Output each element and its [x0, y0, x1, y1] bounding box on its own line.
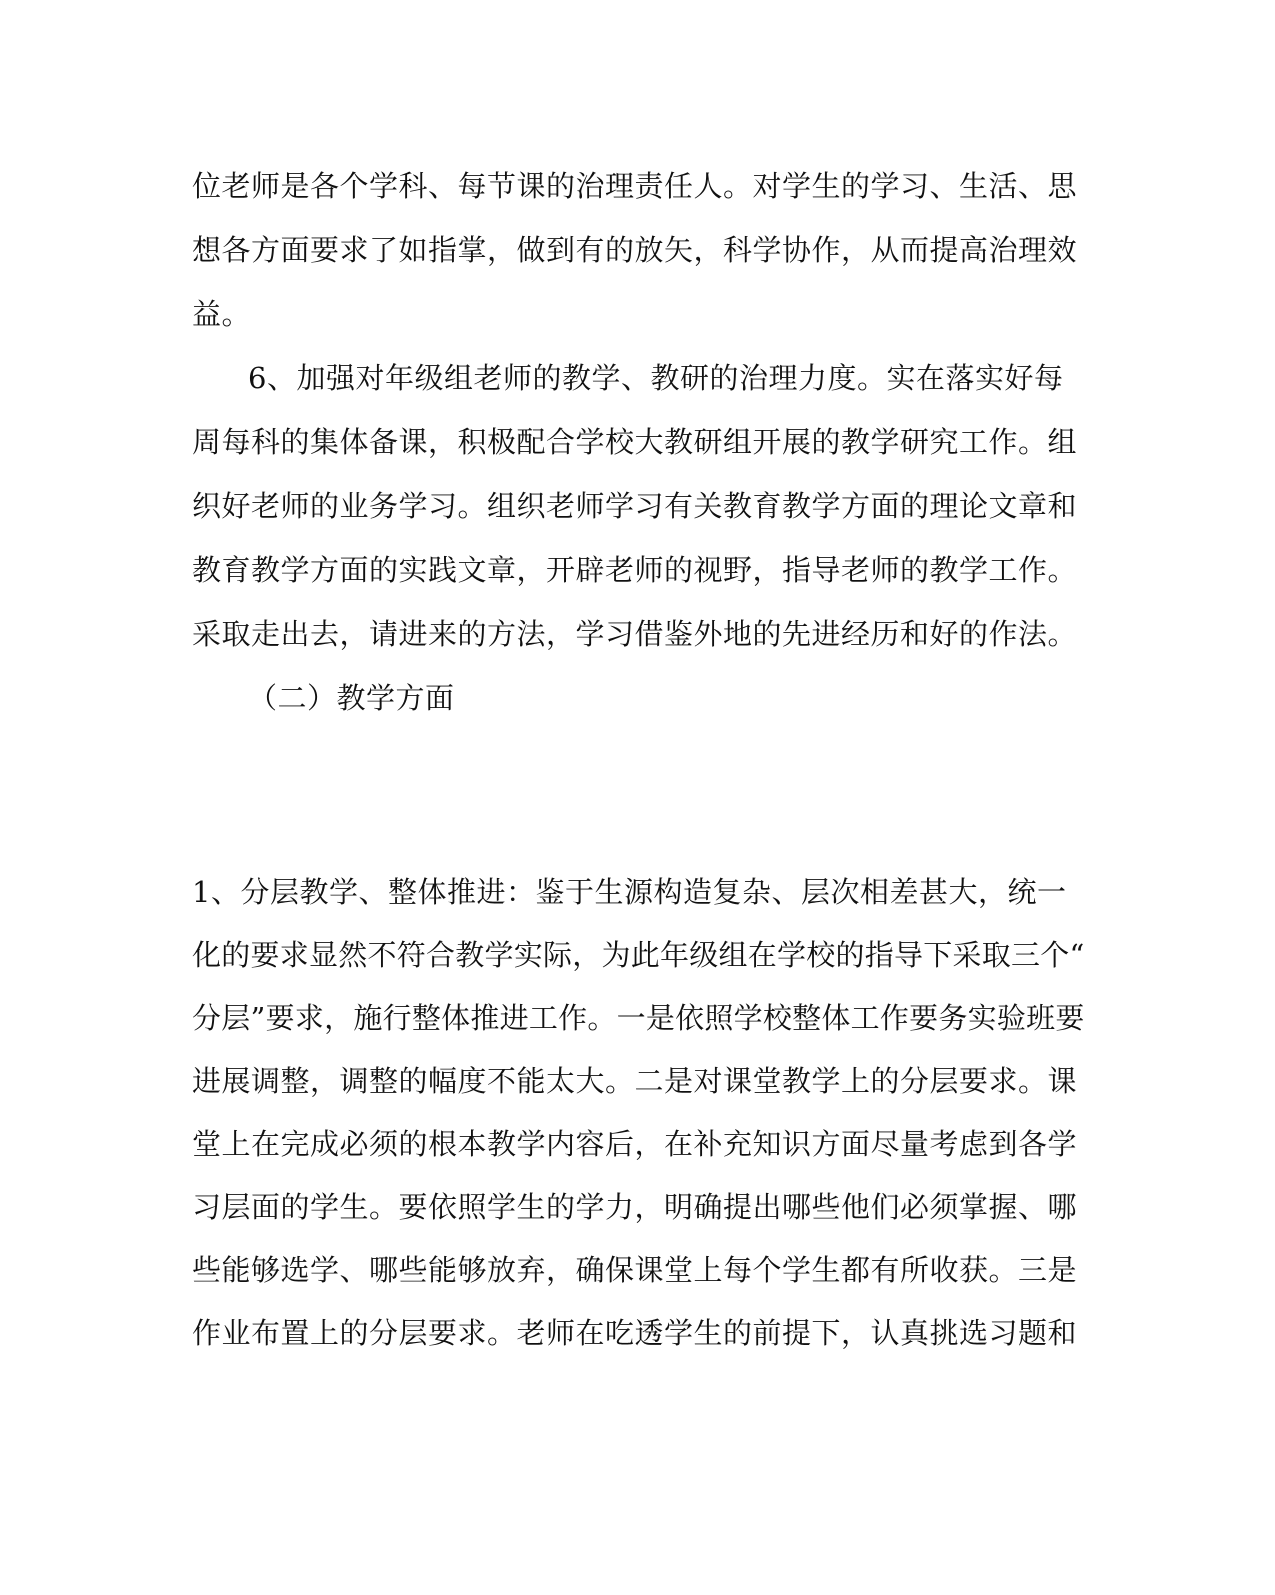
text-line: 1、分层教学、整体推进：鉴于生源构造复杂、层次相差甚大，统一	[192, 875, 1067, 909]
text-line: 6、加强对年级组老师的教学、教研的治理力度。实在落实好每	[248, 361, 1064, 395]
text-line: 堂上在完成必须的根本教学内容后，在补充知识方面尽量考虑到各学	[192, 1127, 1078, 1161]
text-line: 想各方面要求了如指掌，做到有的放矢，科学协作，从而提高治理效	[192, 233, 1078, 267]
text-line: 周每科的集体备课，积极配合学校大教研组开展的教学研究工作。组	[192, 425, 1078, 459]
text-line: 教育教学方面的实践文章，开辟老师的视野，指导老师的教学工作。	[192, 553, 1078, 587]
text-line: 位老师是各个学科、每节课的治理责任人。对学生的学习、生活、思	[192, 169, 1078, 203]
text-line: 进展调整，调整的幅度不能太大。二是对课堂教学上的分层要求。课	[192, 1064, 1078, 1098]
text-line: 织好老师的业务学习。组织老师学习有关教育教学方面的理论文章和	[192, 489, 1078, 523]
text-line: 作业布置上的分层要求。老师在吃透学生的前提下，认真挑选习题和	[192, 1316, 1078, 1350]
text-line: 化的要求显然不符合教学实际，为此年级组在学校的指导下采取三个“	[192, 938, 1085, 972]
text-line: 些能够选学、哪些能够放弃，确保课堂上每个学生都有所收获。三是	[192, 1253, 1078, 1287]
text-line: 采取走出去，请进来的方法，学习借鉴外地的先进经历和好的作法。	[192, 617, 1078, 651]
section-heading: （二）教学方面	[248, 681, 455, 715]
text-line: 习层面的学生。要依照学生的学力，明确提出哪些他们必须掌握、哪	[192, 1190, 1078, 1224]
text-line: 益。	[192, 297, 252, 331]
text-line: 分层”要求，施行整体推进工作。一是依照学校整体工作要务实验班要	[192, 1001, 1085, 1035]
